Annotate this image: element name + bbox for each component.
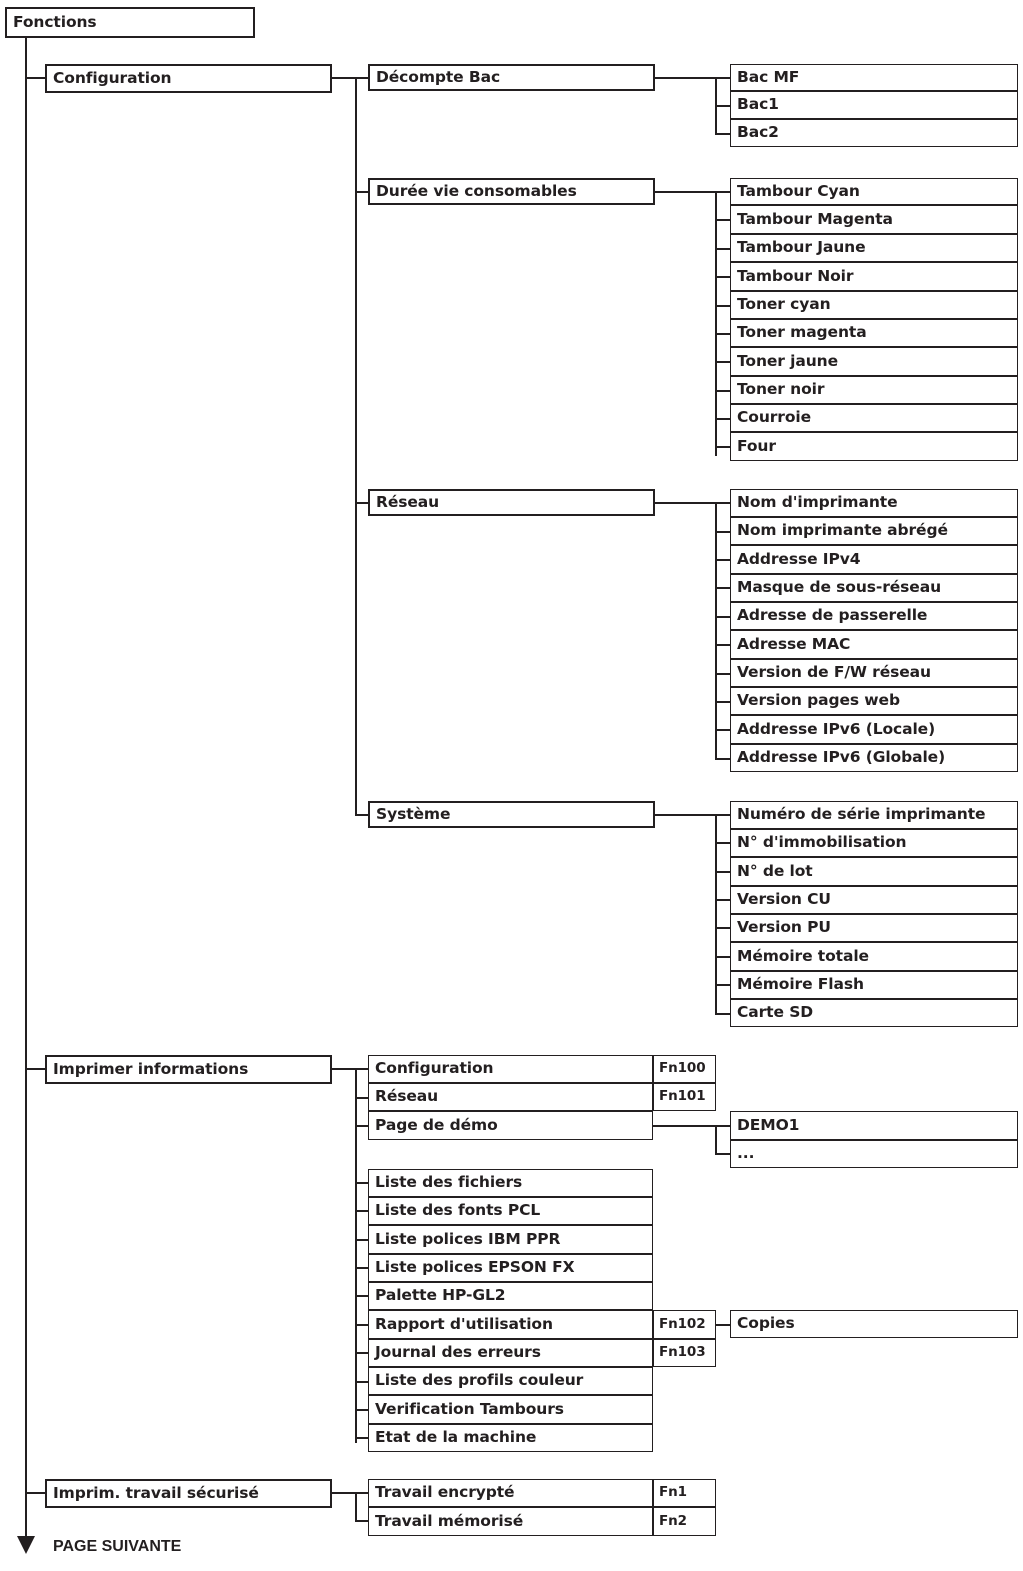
node-liste-polices-ibm-ppr[interactable]: Liste polices IBM PPR bbox=[368, 1225, 653, 1254]
node-version-fw-reseau[interactable]: Version de F/W réseau bbox=[730, 659, 1018, 687]
node-bac2[interactable]: Bac2 bbox=[730, 119, 1018, 147]
spine-page-demo bbox=[715, 1125, 717, 1153]
node-liste-profils-couleur[interactable]: Liste des profils couleur bbox=[368, 1367, 653, 1395]
node-liste-des-fonts-pcl[interactable]: Liste des fonts PCL bbox=[368, 1197, 653, 1225]
connector-systeme-out bbox=[655, 814, 717, 816]
node-addresse-ipv6-globale[interactable]: Addresse IPv6 (Globale) bbox=[730, 744, 1018, 772]
node-version-pu[interactable]: Version PU bbox=[730, 914, 1018, 942]
node-courroie[interactable]: Courroie bbox=[730, 404, 1018, 432]
node-adresse-passerelle[interactable]: Adresse de passerelle bbox=[730, 602, 1018, 630]
node-fonctions[interactable]: Fonctions bbox=[5, 7, 255, 38]
connector-decompte-bac-out bbox=[655, 77, 717, 79]
node-systeme[interactable]: Système bbox=[368, 801, 655, 828]
node-toner-noir[interactable]: Toner noir bbox=[730, 376, 1018, 404]
node-nom-imprimante-abrege[interactable]: Nom imprimante abrégé bbox=[730, 517, 1018, 545]
fn-code-travail-encrypte: Fn1 bbox=[653, 1479, 716, 1507]
page-suivante-arrow-icon bbox=[17, 1536, 35, 1554]
node-four[interactable]: Four bbox=[730, 432, 1018, 461]
node-masque-sous-reseau[interactable]: Masque de sous-réseau bbox=[730, 574, 1018, 602]
node-toner-jaune[interactable]: Toner jaune bbox=[730, 347, 1018, 376]
node-copies[interactable]: Copies bbox=[730, 1310, 1018, 1338]
fn-code-travail-memorise: Fn2 bbox=[653, 1507, 716, 1536]
connector-configuration-stub bbox=[332, 77, 357, 79]
node-tambour-jaune[interactable]: Tambour Jaune bbox=[730, 234, 1018, 262]
node-tambour-cyan[interactable]: Tambour Cyan bbox=[730, 178, 1018, 205]
node-tambour-magenta[interactable]: Tambour Magenta bbox=[730, 205, 1018, 234]
node-etat-de-la-machine[interactable]: Etat de la machine bbox=[368, 1424, 653, 1452]
connector-root-imprim-travail-securise bbox=[25, 1492, 47, 1494]
node-travail-encrypte[interactable]: Travail encrypté bbox=[368, 1479, 653, 1507]
node-version-cu[interactable]: Version CU bbox=[730, 886, 1018, 914]
node-addresse-ipv4[interactable]: Addresse IPv4 bbox=[730, 545, 1018, 574]
connector-reseau-out bbox=[655, 502, 717, 504]
node-print-configuration[interactable]: Configuration bbox=[368, 1055, 653, 1083]
node-toner-cyan[interactable]: Toner cyan bbox=[730, 291, 1018, 319]
spine-main bbox=[25, 38, 27, 1540]
node-rapport-utilisation[interactable]: Rapport d'utilisation bbox=[368, 1310, 653, 1339]
node-memoire-flash[interactable]: Mémoire Flash bbox=[730, 971, 1018, 999]
spine-reseau bbox=[715, 502, 717, 758]
node-page-de-demo[interactable]: Page de démo bbox=[368, 1111, 653, 1140]
fn-code-print-reseau: Fn101 bbox=[653, 1083, 716, 1111]
spine-configuration bbox=[355, 77, 357, 814]
node-imprimer-informations[interactable]: Imprimer informations bbox=[45, 1055, 332, 1084]
node-numero-serie-imprimante[interactable]: Numéro de série imprimante bbox=[730, 801, 1018, 829]
connector-imprimer-informations-stub bbox=[332, 1068, 357, 1070]
node-toner-magenta[interactable]: Toner magenta bbox=[730, 319, 1018, 347]
node-travail-memorise[interactable]: Travail mémorisé bbox=[368, 1507, 653, 1536]
connector-root-imprimer-informations bbox=[25, 1068, 47, 1070]
node-palette-hp-gl2[interactable]: Palette HP-GL2 bbox=[368, 1282, 653, 1310]
node-reseau[interactable]: Réseau bbox=[368, 489, 655, 516]
spine-imprim-travail-securise bbox=[355, 1492, 357, 1521]
node-numero-immobilisation[interactable]: N° d'immobilisation bbox=[730, 829, 1018, 857]
node-configuration[interactable]: Configuration bbox=[45, 64, 332, 93]
node-tambour-noir[interactable]: Tambour Noir bbox=[730, 262, 1018, 291]
fn-code-journal-des-erreurs: Fn103 bbox=[653, 1339, 716, 1367]
node-demo1[interactable]: DEMO1 bbox=[730, 1111, 1018, 1140]
connector-page-demo-out bbox=[653, 1125, 717, 1127]
node-memoire-totale[interactable]: Mémoire totale bbox=[730, 942, 1018, 971]
node-bac-mf[interactable]: Bac MF bbox=[730, 64, 1018, 91]
node-carte-sd[interactable]: Carte SD bbox=[730, 999, 1018, 1027]
page-suivante-label: PAGE SUIVANTE bbox=[53, 1538, 182, 1555]
node-numero-lot[interactable]: N° de lot bbox=[730, 857, 1018, 886]
node-print-reseau[interactable]: Réseau bbox=[368, 1083, 653, 1111]
node-liste-des-fichiers[interactable]: Liste des fichiers bbox=[368, 1169, 653, 1197]
fn-code-rapport-utilisation: Fn102 bbox=[653, 1310, 716, 1339]
node-nom-imprimante[interactable]: Nom d'imprimante bbox=[730, 489, 1018, 517]
node-liste-polices-epson-fx[interactable]: Liste polices EPSON FX bbox=[368, 1254, 653, 1282]
node-demo-ellipsis[interactable]: ... bbox=[730, 1140, 1018, 1168]
node-verification-tambours[interactable]: Verification Tambours bbox=[368, 1395, 653, 1424]
node-journal-des-erreurs[interactable]: Journal des erreurs bbox=[368, 1339, 653, 1367]
node-decompte-bac[interactable]: Décompte Bac bbox=[368, 64, 655, 91]
node-imprim-travail-securise[interactable]: Imprim. travail sécurisé bbox=[45, 1479, 332, 1508]
node-addresse-ipv6-locale[interactable]: Addresse IPv6 (Locale) bbox=[730, 715, 1018, 744]
node-bac1[interactable]: Bac1 bbox=[730, 91, 1018, 119]
node-adresse-mac[interactable]: Adresse MAC bbox=[730, 630, 1018, 659]
fn-code-print-configuration: Fn100 bbox=[653, 1055, 716, 1083]
connector-duree-vie-out bbox=[655, 191, 717, 193]
connector-imprim-travail-stub bbox=[332, 1492, 357, 1494]
node-version-pages-web[interactable]: Version pages web bbox=[730, 687, 1018, 715]
spine-duree-vie bbox=[715, 191, 717, 456]
connector-root-configuration bbox=[25, 77, 47, 79]
node-duree-vie-consomables[interactable]: Durée vie consomables bbox=[368, 178, 655, 205]
